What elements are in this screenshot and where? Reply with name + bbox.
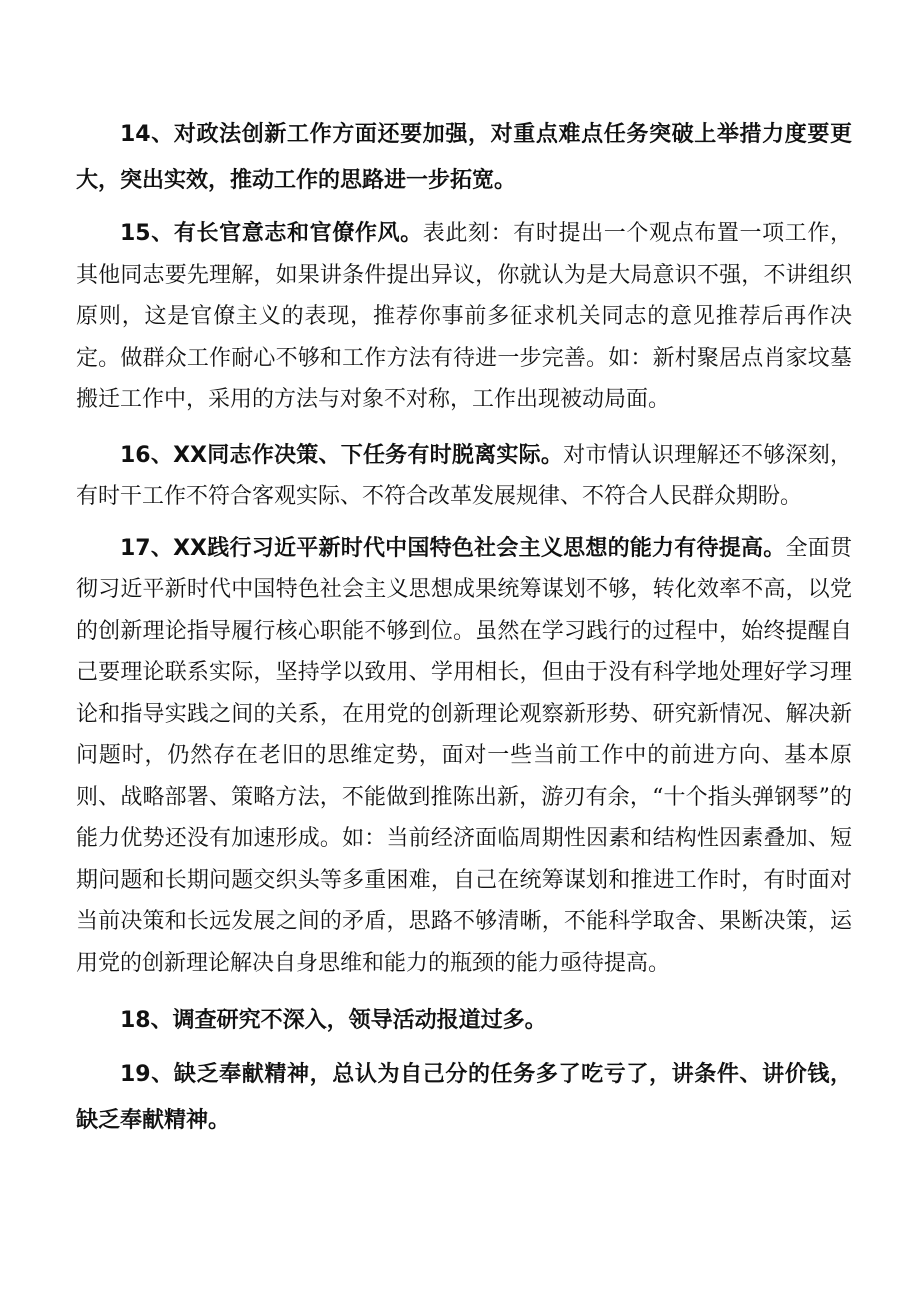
paragraph-15-lead: 15、有长官意志和官僚作风。 — [120, 221, 423, 246]
paragraph-19-lead: 19、缺乏奉献精神，总认为自己分的任务多了吃亏了，讲条件、讲价钱，缺乏奉献精神。 — [76, 1062, 852, 1133]
paragraph-15 — [76, 213, 852, 421]
paragraph-18-lead: 18、调查研究不深入，领导活动报道过多。 — [120, 1008, 547, 1033]
document-body — [76, 112, 852, 1144]
paragraph-14 — [76, 112, 852, 204]
paragraph-17-body: 全面贯彻习近平新时代中国特色社会主义思想成果统筹谋划不够，转化效率不高，以党的创新理论指导履行核心职能不够到位。虽然在学习践行的过程中，始终提醒自己要理论联系实际，坚持学以致用、学用相长，但由于没有科学地处理好学习理论和指导实践之间的关系，在用党的创新理论观察新形势、研究新情况、解决新问题时，仍然存在老旧的思维定势，面对一些当前工作中的前进方向、基本原则、战略部署、策略方法，不能做到推陈出新，游刃有余，“十个指头弹钢琴”的能力优势还没有加速形成。如：当前经济面临周期性因素和结构性因素叠加、短期问题和长期问题交织头等多重困难，自己在统筹谋划和推进工作时，有时面对当前决策和长远发展之间的矛盾，思路不够清晰，不能科学取舍、果断决策，运用党的创新理论解决自身思维和能力的瓶颈的能力亟待提高。 — [76, 535, 852, 976]
paragraph-17 — [76, 528, 852, 985]
paragraph-16-body: 对市情认识理解还不够深刻，有时干工作不符合客观实际、不符合改革发展规律、不符合人民群众期盼。 — [76, 442, 852, 509]
paragraph-14-lead: 14、对政法创新工作方面还要加强，对重点难点任务突破上举措力度要更大，突出实效，推动工作的思路进一步拓宽。 — [76, 122, 852, 193]
paragraph-16 — [76, 435, 852, 518]
paragraph-15-body: 表此刻：有时提出一个观点布置一项工作，其他同志要先理解，如果讲条件提出异议，你就认为是大局意识不强，不讲组织原则，这是官僚主义的表现，推荐你事前多征求机关同志的意见推荐后再作决定。做群众工作耐心不够和工作方法有待进一步完善。如：新村聚居点肖家坟墓搬迁工作中，采用的方法与对象不对称，工作出现被动局面。 — [76, 221, 852, 412]
paragraph-19 — [76, 1052, 852, 1144]
paragraph-18 — [76, 998, 852, 1044]
paragraph-16-lead: 16、XX同志作决策、下任务有时脱离实际。 — [120, 442, 564, 468]
paragraph-17-lead: 17、XX践行习近平新时代中国特色社会主义思想的能力有待提高。 — [120, 535, 786, 561]
